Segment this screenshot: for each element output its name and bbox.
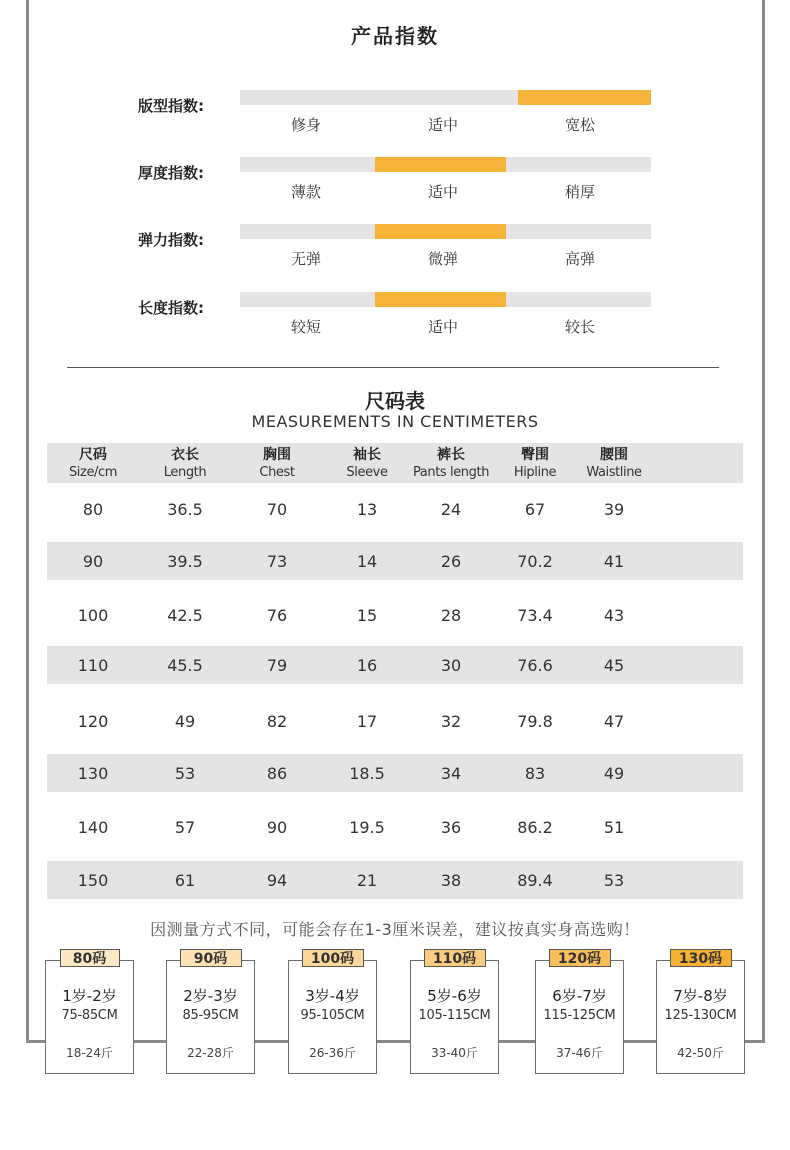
index-option: 微弹 [427,250,458,268]
table-cell: 86 [266,764,288,783]
table-cell: 51 [603,818,625,837]
table-cell: 86.2 [517,818,553,837]
table-cell: 34 [440,764,462,783]
table-cell: 61 [174,871,196,890]
size-card-tag: 120码 [549,949,611,967]
card-height: 115-125CM [543,1008,616,1023]
table-cell: 47 [603,712,625,731]
column-header-cn: 衣长 [171,447,199,463]
table-row [47,702,743,740]
table-cell: 32 [440,712,462,731]
table-cell: 79 [266,656,288,675]
index-option: 适中 [427,183,458,201]
section-divider [67,367,719,368]
index-row [0,224,790,274]
table-row [47,542,743,580]
card-age: 1岁-2岁 [62,987,117,1005]
size-card-tag: 130码 [670,949,732,967]
frame-bottom-border [26,1040,765,1043]
size-card-tag: 100码 [302,949,364,967]
index-label: 弹力指数: [138,231,204,249]
table-cell: 110 [77,656,109,675]
table-cell: 67 [524,500,546,519]
card-height: 95-105CM [300,1008,365,1023]
column-header-en: Length [163,465,207,480]
index-option: 稍厚 [564,183,595,201]
card-height: 75-85CM [61,1008,118,1023]
column-header-cn: 袖长 [353,447,381,463]
card-height: 125-130CM [664,1008,737,1023]
index-option: 宽松 [564,116,595,134]
table-cell: 53 [174,764,196,783]
table-row [47,861,743,899]
table-cell: 53 [603,871,625,890]
index-bar [240,90,651,105]
table-cell: 18.5 [349,764,385,783]
table-cell: 42.5 [167,606,203,625]
card-age: 6岁-7岁 [552,987,607,1005]
size-card [535,960,624,1074]
index-option: 修身 [290,116,321,134]
column-header-cn: 裤长 [437,447,465,463]
table-cell: 17 [356,712,378,731]
size-card [166,960,255,1074]
table-cell: 28 [440,606,462,625]
index-row [0,90,790,140]
index-option: 较短 [290,318,321,336]
table-cell: 100 [77,606,109,625]
table-row [47,808,743,846]
table-cell: 130 [77,764,109,783]
index-label: 长度指数: [138,299,204,317]
size-card [410,960,499,1074]
table-cell: 43 [603,606,625,625]
column-header-cn: 腰围 [600,447,628,463]
table-cell: 41 [603,552,625,571]
table-cell: 16 [356,656,378,675]
table-row [47,490,743,528]
table-cell: 73.4 [517,606,553,625]
card-age: 3岁-4岁 [305,987,360,1005]
column-header-cn: 胸围 [263,447,291,463]
table-cell: 90 [82,552,104,571]
table-cell: 70.2 [517,552,553,571]
size-card [45,960,134,1074]
card-age: 7岁-8岁 [673,987,728,1005]
table-cell: 45.5 [167,656,203,675]
table-column-header [227,447,327,482]
table-cell: 38 [440,871,462,890]
size-card-tag: 110码 [424,949,486,967]
column-header-en: Pants length [412,465,490,480]
table-cell: 76.6 [517,656,553,675]
card-weight: 37-46斤 [556,1046,603,1060]
table-column-header [43,447,143,482]
column-header-cn: 臀围 [521,447,549,463]
table-cell: 21 [356,871,378,890]
table-row [47,646,743,684]
size-table-header [47,443,743,483]
index-bar-highlight [375,157,506,172]
table-cell: 26 [440,552,462,571]
table-cell: 19.5 [349,818,385,837]
column-header-en: Chest [259,465,295,480]
column-header-en: Waistline [586,465,642,480]
table-cell: 13 [356,500,378,519]
table-cell: 15 [356,606,378,625]
table-cell: 36 [440,818,462,837]
index-bar [240,224,651,239]
size-chart-subtitle: MEASUREMENTS IN CENTIMETERS [251,412,539,431]
column-header-en: Sleeve [346,465,388,480]
card-height: 105-115CM [418,1008,491,1023]
table-cell: 57 [174,818,196,837]
table-cell: 49 [174,712,196,731]
table-cell: 83 [524,764,546,783]
card-weight: 22-28斤 [187,1046,234,1060]
table-cell: 30 [440,656,462,675]
index-label: 版型指数: [138,97,204,115]
index-bar-highlight [375,292,506,307]
size-card [656,960,745,1074]
table-cell: 36.5 [167,500,203,519]
index-label: 厚度指数: [138,164,204,182]
index-bar-highlight [375,224,506,239]
card-weight: 42-50斤 [677,1046,724,1060]
index-option: 适中 [427,116,458,134]
index-option: 薄款 [290,183,321,201]
table-cell: 45 [603,656,625,675]
card-height: 85-95CM [182,1008,239,1023]
table-row [47,596,743,634]
card-age: 2岁-3岁 [183,987,238,1005]
size-chart-title: 尺码表 [365,389,425,413]
table-cell: 89.4 [517,871,553,890]
table-cell: 90 [266,818,288,837]
size-card-tag: 80码 [60,949,120,967]
table-cell: 80 [82,500,104,519]
table-cell: 39.5 [167,552,203,571]
index-bar [240,292,651,307]
table-cell: 120 [77,712,109,731]
table-cell: 82 [266,712,288,731]
index-bar-highlight [518,90,651,105]
column-header-cn: 尺码 [79,447,107,463]
table-cell: 76 [266,606,288,625]
table-row [47,754,743,792]
product-index-title: 产品指数 [351,24,439,48]
table-column-header [564,447,664,482]
index-option: 适中 [427,318,458,336]
card-weight: 33-40斤 [431,1046,478,1060]
table-cell: 150 [77,871,109,890]
index-option: 较长 [564,318,595,336]
table-cell: 24 [440,500,462,519]
card-age: 5岁-6岁 [427,987,482,1005]
table-cell: 49 [603,764,625,783]
table-cell: 94 [266,871,288,890]
table-cell: 14 [356,552,378,571]
table-column-header [135,447,235,482]
card-weight: 18-24斤 [66,1046,113,1060]
table-cell: 79.8 [517,712,553,731]
column-header-en: Hipline [513,465,557,480]
card-weight: 26-36斤 [309,1046,356,1060]
index-option: 无弹 [290,250,321,268]
index-row [0,157,790,207]
table-cell: 140 [77,818,109,837]
table-cell: 73 [266,552,288,571]
index-row [0,292,790,342]
column-header-en: Size/cm [68,465,118,480]
index-option: 高弹 [564,250,595,268]
measurement-note: 因测量方式不同，可能会存在1-3厘米误差，建议按真实身高选购！ [150,920,640,939]
table-cell: 39 [603,500,625,519]
index-bar [240,157,651,172]
size-card [288,960,377,1074]
size-card-tag: 90码 [180,949,242,967]
table-cell: 70 [266,500,288,519]
